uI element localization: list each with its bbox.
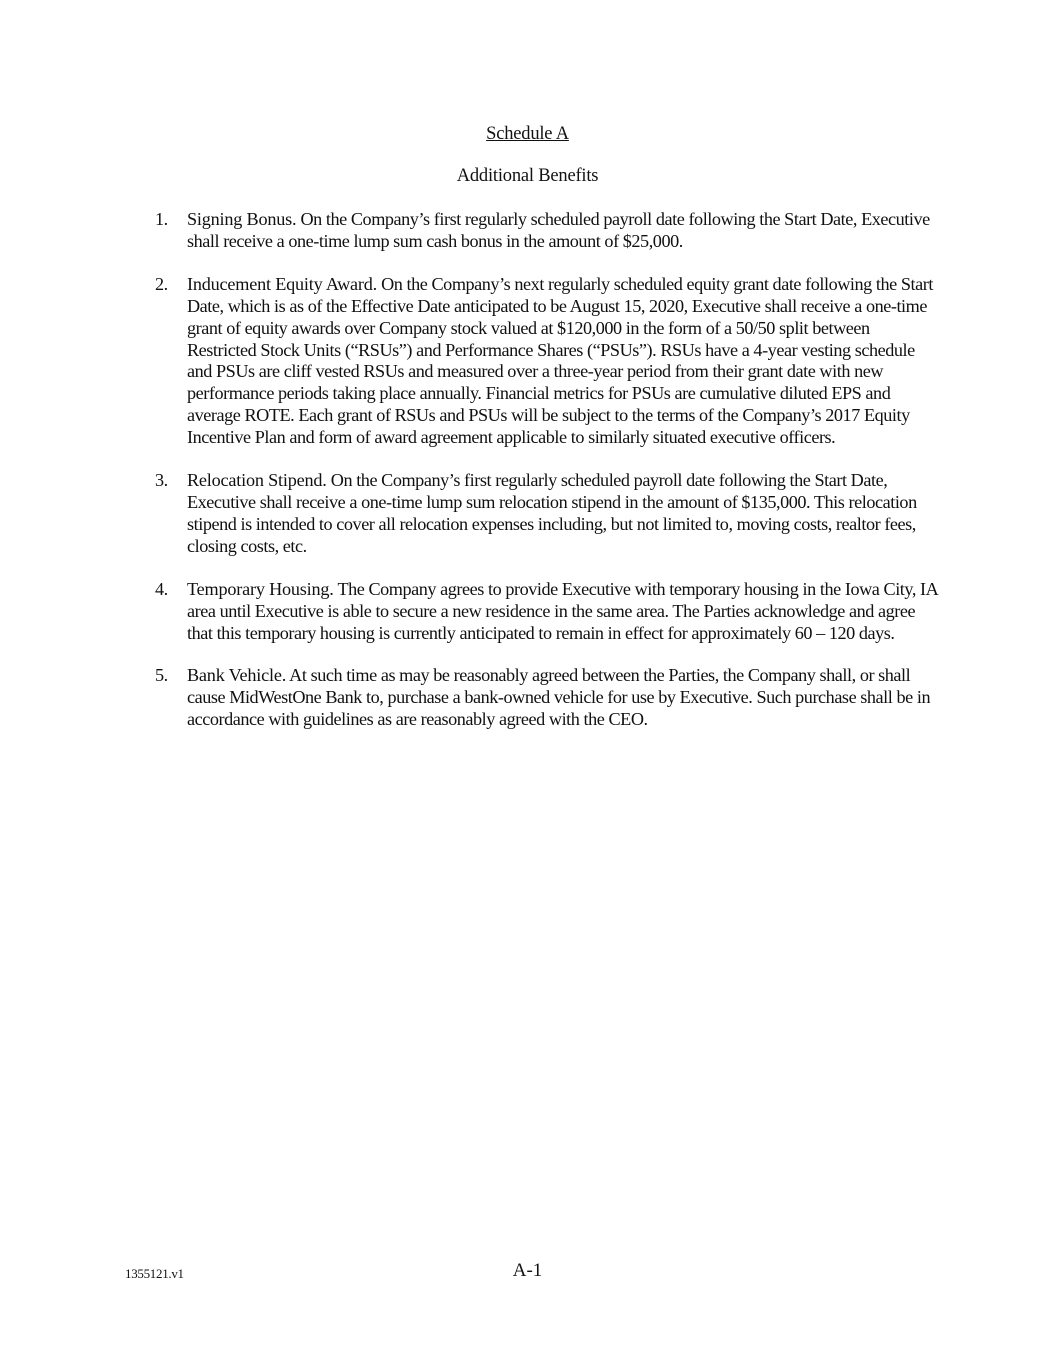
item-heading: Temporary Housing. bbox=[187, 578, 334, 599]
item-number: 2. bbox=[155, 273, 168, 294]
item-number: 1. bbox=[155, 209, 168, 229]
item-heading: Signing Bonus. bbox=[187, 209, 297, 229]
list-item bbox=[155, 209, 940, 253]
schedule-title: Schedule A bbox=[486, 124, 569, 144]
item-heading: Bank Vehicle. bbox=[187, 665, 287, 686]
document-id: 1355121.v1 bbox=[125, 1266, 184, 1281]
item-text: On the Company’s first regularly scheduled payroll date following the Start Date, Executive shall receive a one-time lump sum cash bonus in the amount of $25,000. bbox=[187, 209, 930, 251]
item-text: The Company agrees to provide Executive with temporary housing in the Iowa City, IA area until Executive is able to secure a new residence in the same area. The Parties acknowledge and agree that this temporary housing is currently anticipated to remain in effect for approximately 60 – 120 days. bbox=[187, 578, 938, 643]
item-text: At such time as may be reasonably agreed between the Parties, the Company shall, or shall cause MidWestOne Bank to, purchase a bank-owned vehicle for use by Executive. Such purchase shall be in accordance with guidelines as are reasonably agreed with the CEO. bbox=[187, 665, 931, 730]
item-text: On the Company’s next regularly scheduled equity grant date following the Start Date, which is as of the Effective Date anticipated to be August 15, 2020, Executive shall receive a one-time grant of equity awards over Company stock valued at $120,000 in the form of a 50/50 split between Restricted Stock Units (“RSUs”) and Performance Shares (“PSUs”). RSUs have a 4-year vesting schedule and PSUs are cliff vested RSUs and measured over a three-year period from their grant date with new performance periods taking place annually. Financial metrics for PSUs are cumulative diluted EPS and average ROTE. Each grant of RSUs and PSUs will be subject to the terms of the Company’s 2017 Equity Incentive Plan and form of award agreement applicable to similarly situated executive officers. bbox=[187, 273, 933, 448]
item-text: On the Company’s first regularly scheduled payroll date following the Start Date, Executive shall receive a one-time lump sum relocation stipend in the amount of $135,000. This relocation stipend is intended to cover all relocation expenses including, but not limited to, moving costs, realtor fees, closing costs, etc. bbox=[187, 470, 917, 556]
page-number: A-1 bbox=[512, 1260, 543, 1281]
list-item bbox=[155, 470, 940, 558]
list-item bbox=[155, 274, 940, 449]
benefits-list bbox=[155, 209, 940, 752]
section-title: Additional Benefits bbox=[456, 166, 599, 186]
item-heading: Relocation Stipend. bbox=[187, 470, 327, 491]
list-item bbox=[155, 665, 940, 731]
item-heading: Inducement Equity Award. bbox=[187, 273, 378, 294]
item-number: 5. bbox=[155, 665, 168, 686]
item-number: 3. bbox=[155, 470, 168, 491]
list-item bbox=[155, 579, 940, 645]
item-number: 4. bbox=[155, 578, 168, 599]
